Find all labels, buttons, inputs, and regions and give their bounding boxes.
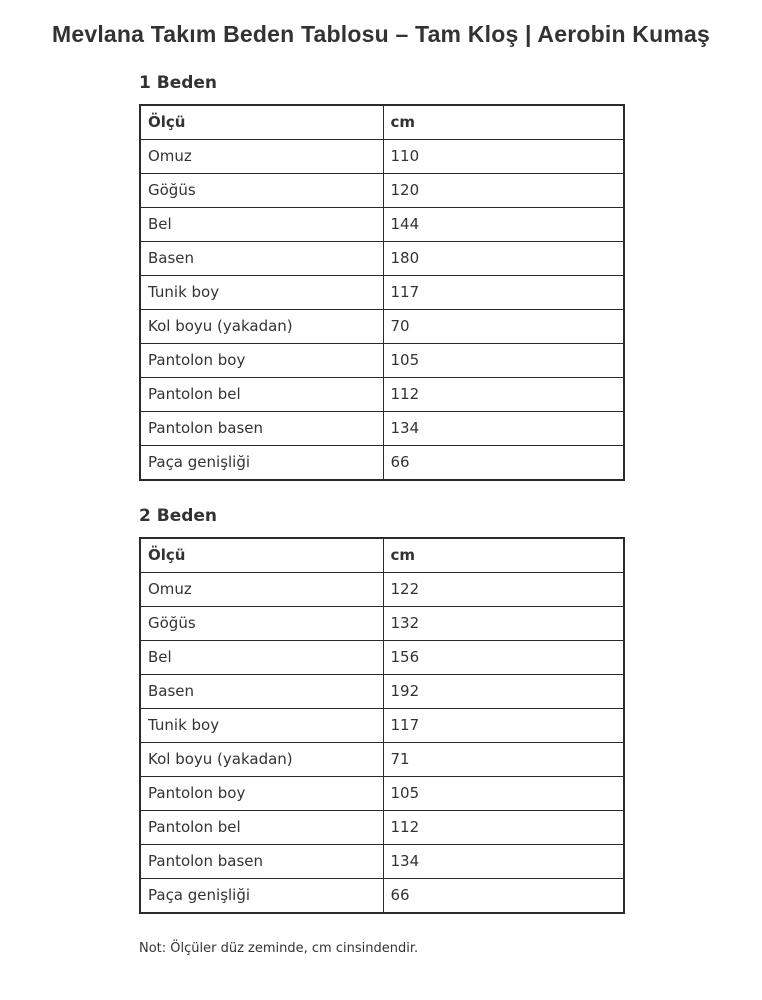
measure-name-cell: Pantolon bel bbox=[140, 378, 383, 412]
table-row bbox=[140, 174, 624, 208]
table-row bbox=[140, 412, 624, 446]
measure-value-cell: 112 bbox=[383, 378, 624, 412]
measure-name-cell: Paça genişliği bbox=[140, 879, 383, 914]
size-table-body-2 bbox=[140, 573, 624, 914]
measure-name-cell: Omuz bbox=[140, 140, 383, 174]
table-row bbox=[140, 344, 624, 378]
page-title: Mevlana Takım Beden Tablosu – Tam Kloş | Aerobin Kumaş bbox=[52, 21, 710, 47]
measure-value-cell: 105 bbox=[383, 777, 624, 811]
measure-name-cell: Tunik boy bbox=[140, 276, 383, 310]
measure-name-cell: Paça genişliği bbox=[140, 446, 383, 481]
table-row bbox=[140, 446, 624, 481]
size-table-heading-2: 2 Beden bbox=[139, 506, 218, 526]
measure-name-cell: Tunik boy bbox=[140, 709, 383, 743]
table-row bbox=[140, 641, 624, 675]
measure-value-cell: 105 bbox=[383, 344, 624, 378]
table-row bbox=[140, 879, 624, 914]
measure-value-cell: 134 bbox=[383, 412, 624, 446]
measure-value-cell: 117 bbox=[383, 709, 624, 743]
table-row bbox=[140, 140, 624, 174]
table-row bbox=[140, 709, 624, 743]
measure-name-cell: Bel bbox=[140, 208, 383, 242]
table-row bbox=[140, 208, 624, 242]
measure-value-cell: 134 bbox=[383, 845, 624, 879]
measure-name-cell: Göğüs bbox=[140, 174, 383, 208]
size-table-section-1 bbox=[139, 73, 623, 481]
measure-name-cell: Pantolon bel bbox=[140, 811, 383, 845]
measure-value-cell: 192 bbox=[383, 675, 624, 709]
table-row bbox=[140, 276, 624, 310]
measure-value-cell: 66 bbox=[383, 879, 624, 914]
measure-value-cell: 180 bbox=[383, 242, 624, 276]
measure-name-cell: Pantolon boy bbox=[140, 777, 383, 811]
measure-name-cell: Bel bbox=[140, 641, 383, 675]
measure-value-cell: 70 bbox=[383, 310, 624, 344]
measure-name-cell: Göğüs bbox=[140, 607, 383, 641]
column-header-cm: cm bbox=[383, 538, 624, 573]
content-column bbox=[139, 73, 623, 956]
table-row bbox=[140, 378, 624, 412]
measure-value-cell: 132 bbox=[383, 607, 624, 641]
note-text: Not: Ölçüler düz zeminde, cm cinsindendir. bbox=[139, 941, 419, 956]
measure-value-cell: 66 bbox=[383, 446, 624, 481]
measure-name-cell: Basen bbox=[140, 675, 383, 709]
measure-name-cell: Pantolon basen bbox=[140, 412, 383, 446]
table-row bbox=[140, 573, 624, 607]
measure-value-cell: 156 bbox=[383, 641, 624, 675]
size-table-1 bbox=[139, 104, 625, 481]
measure-name-cell: Pantolon basen bbox=[140, 845, 383, 879]
size-table-body-1 bbox=[140, 140, 624, 481]
measure-name-cell: Kol boyu (yakadan) bbox=[140, 743, 383, 777]
size-table-section-2 bbox=[139, 506, 623, 914]
measure-value-cell: 112 bbox=[383, 811, 624, 845]
table-row bbox=[140, 310, 624, 344]
table-row bbox=[140, 811, 624, 845]
measure-value-cell: 110 bbox=[383, 140, 624, 174]
measure-value-cell: 117 bbox=[383, 276, 624, 310]
measure-value-cell: 120 bbox=[383, 174, 624, 208]
column-header-cm: cm bbox=[383, 105, 624, 140]
table-row bbox=[140, 743, 624, 777]
measure-name-cell: Omuz bbox=[140, 573, 383, 607]
measure-value-cell: 144 bbox=[383, 208, 624, 242]
table-row bbox=[140, 845, 624, 879]
measure-name-cell: Kol boyu (yakadan) bbox=[140, 310, 383, 344]
column-header-measure: Ölçü bbox=[140, 538, 383, 573]
table-row bbox=[140, 675, 624, 709]
measure-value-cell: 71 bbox=[383, 743, 624, 777]
column-header-measure: Ölçü bbox=[140, 105, 383, 140]
header-row bbox=[140, 538, 624, 573]
measure-name-cell: Pantolon boy bbox=[140, 344, 383, 378]
size-table-heading-1: 1 Beden bbox=[139, 73, 218, 93]
header-row bbox=[140, 105, 624, 140]
table-row bbox=[140, 607, 624, 641]
table-row bbox=[140, 242, 624, 276]
size-table-2 bbox=[139, 537, 625, 914]
measure-name-cell: Basen bbox=[140, 242, 383, 276]
measure-value-cell: 122 bbox=[383, 573, 624, 607]
table-row bbox=[140, 777, 624, 811]
